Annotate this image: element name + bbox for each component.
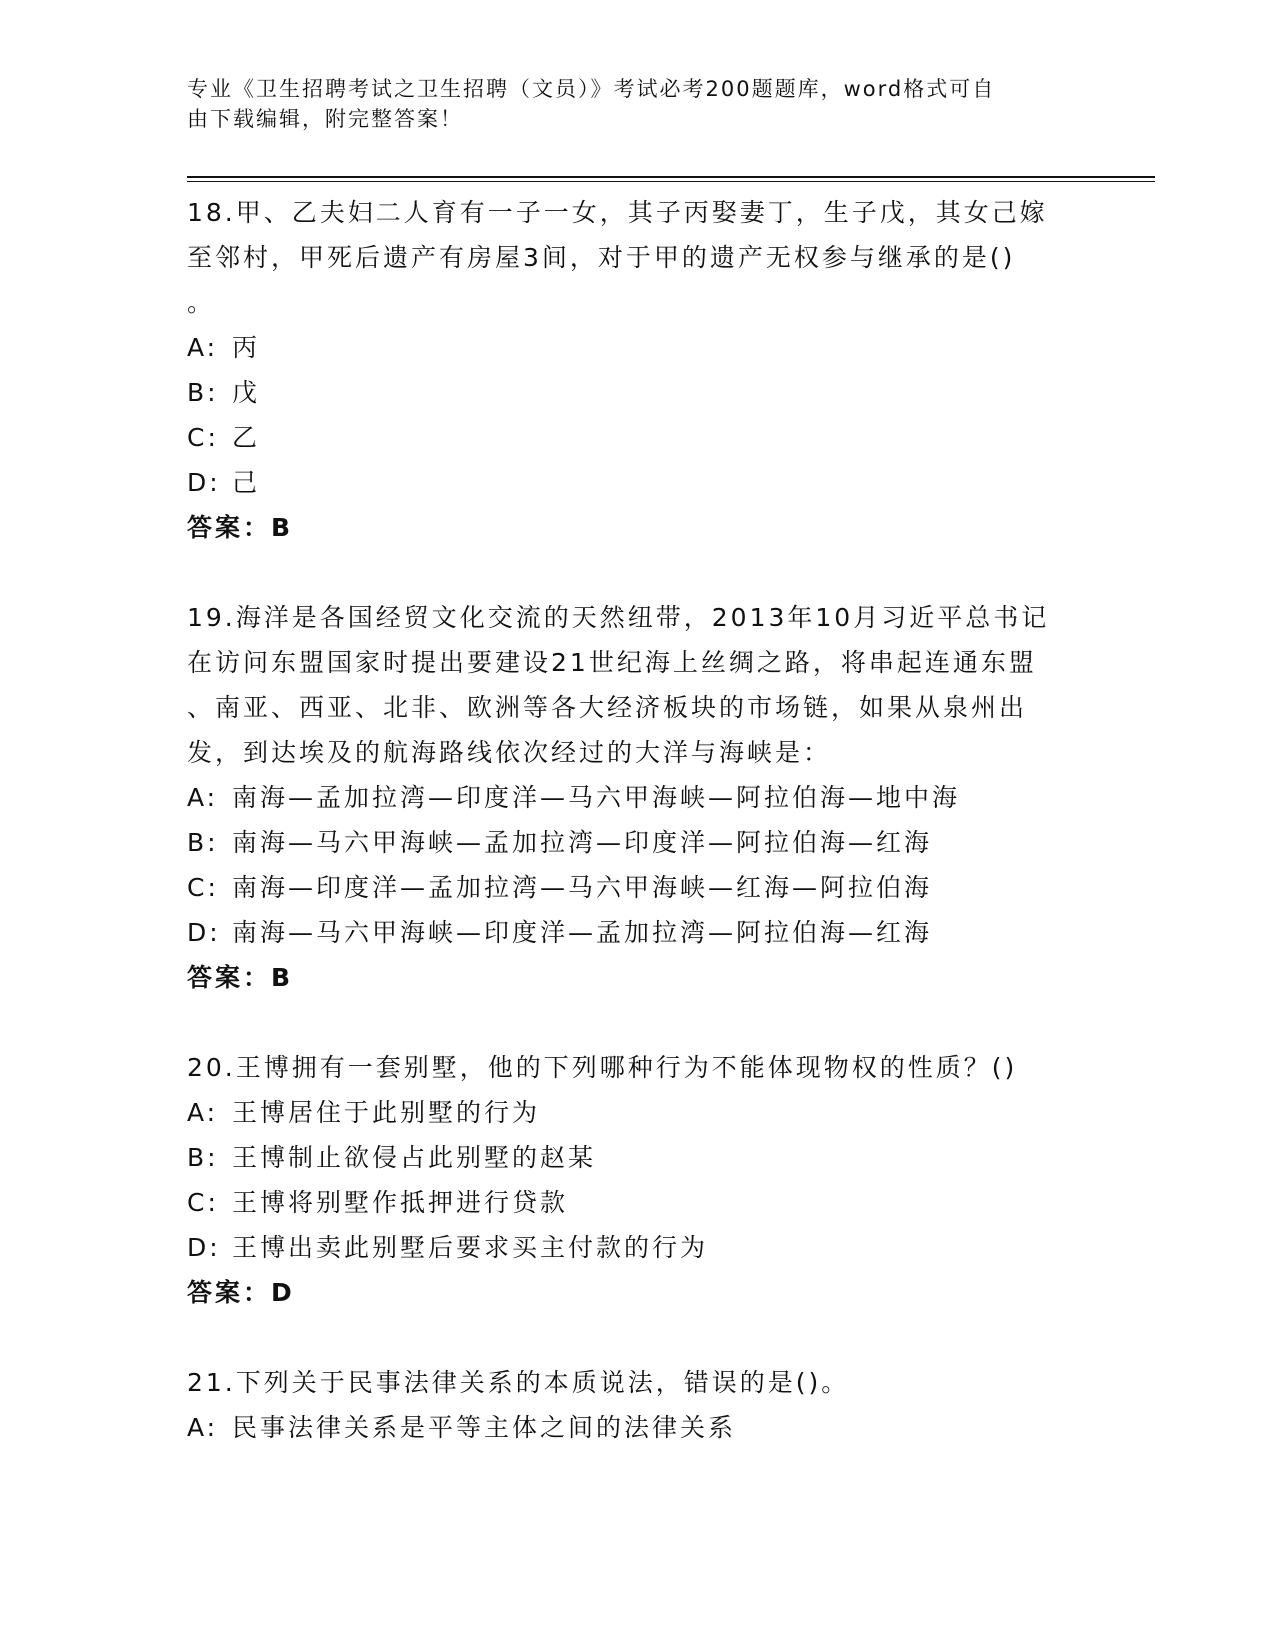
answer-value: B (271, 963, 294, 992)
option-key: A: (187, 333, 219, 362)
answer-value: B (271, 513, 294, 542)
answer-line (187, 955, 1087, 1000)
option-key: B: (187, 828, 219, 857)
question-19 (187, 595, 1087, 1000)
option-key: B: (187, 378, 219, 407)
spacer (187, 1000, 1087, 1045)
option-d (187, 1225, 1087, 1270)
option-key: D: (187, 1233, 221, 1262)
answer-label: 答案： (187, 513, 272, 542)
question-text-line: 19.海洋是各国经贸文化交流的天然纽带，2013年10月习近平总书记 (187, 603, 1050, 632)
spacer (187, 1315, 1087, 1360)
option-b (187, 370, 1087, 415)
option-key: A: (187, 783, 219, 812)
question-text-line: 18.甲、乙夫妇二人育有一子一女，其子丙娶妻丁，生子戊，其女己嫁 (187, 198, 1048, 227)
document-header (187, 74, 1067, 134)
header-divider-thick (187, 176, 1155, 178)
option-text: 戊 (232, 378, 261, 407)
question-20 (187, 1045, 1087, 1315)
option-key: C: (187, 423, 219, 452)
option-text: 王博制止欲侵占此别墅的赵某 (232, 1143, 597, 1172)
option-key: A: (187, 1413, 219, 1442)
option-text: 乙 (232, 423, 261, 452)
option-text: 己 (232, 468, 261, 497)
option-key: D: (187, 468, 221, 497)
question-18 (187, 190, 1087, 550)
header-line-2: 由下载编辑，附完整答案！ (187, 107, 463, 131)
option-text: 王博居住于此别墅的行为 (232, 1098, 541, 1127)
option-key: C: (187, 873, 219, 902)
option-c (187, 865, 1087, 910)
question-text-line: 发，到达埃及的航海路线依次经过的大洋与海峡是： (187, 738, 832, 767)
option-key: C: (187, 1188, 219, 1217)
option-text: 民事法律关系是平等主体之间的法律关系 (232, 1413, 737, 1442)
option-c (187, 415, 1087, 460)
option-text: 南海—印度洋—孟加拉湾—马六甲海峡—红海—阿拉伯海 (232, 873, 933, 902)
answer-label: 答案： (187, 1278, 272, 1307)
question-text-line: 在访问东盟国家时提出要建设21世纪海上丝绸之路，将串起连通东盟 (187, 648, 1037, 677)
option-b (187, 820, 1087, 865)
option-c (187, 1180, 1087, 1225)
option-text: 南海—马六甲海峡—孟加拉湾—印度洋—阿拉伯海—红海 (232, 828, 933, 857)
option-text: 南海—马六甲海峡—印度洋—孟加拉湾—阿拉伯海—红海 (232, 918, 933, 947)
answer-line (187, 505, 1087, 550)
answer-label: 答案： (187, 963, 272, 992)
question-21 (187, 1360, 1087, 1450)
option-a (187, 1090, 1087, 1135)
answer-value: D (271, 1278, 295, 1307)
question-text-line: 21.下列关于民事法律关系的本质说法，错误的是()。 (187, 1368, 850, 1397)
option-d (187, 910, 1087, 955)
header-divider-thin (187, 181, 1155, 182)
question-text-line: 、南亚、西亚、北非、欧洲等各大经济板块的市场链，如果从泉州出 (187, 693, 1028, 722)
option-key: B: (187, 1143, 219, 1172)
question-text-line: 。 (187, 288, 216, 317)
option-a (187, 1405, 1087, 1450)
answer-line (187, 1270, 1087, 1315)
option-a (187, 325, 1087, 370)
option-key: A: (187, 1098, 219, 1127)
question-list (187, 190, 1087, 1450)
question-text-line: 20.王博拥有一套别墅，他的下列哪种行为不能体现物权的性质？() (187, 1053, 1018, 1082)
option-key: D: (187, 918, 221, 947)
option-text: 王博出卖此别墅后要求买主付款的行为 (232, 1233, 709, 1262)
option-text: 南海—孟加拉湾—印度洋—马六甲海峡—阿拉伯海—地中海 (232, 783, 961, 812)
option-b (187, 1135, 1087, 1180)
spacer (187, 550, 1087, 595)
option-text: 丙 (232, 333, 261, 362)
option-d (187, 460, 1087, 505)
question-text-line: 至邻村，甲死后遗产有房屋3间，对于甲的遗产无权参与继承的是() (187, 243, 1016, 272)
header-line-1: 专业《卫生招聘考试之卫生招聘（文员）》考试必考200题题库，word格式可自 (187, 77, 996, 101)
option-a (187, 775, 1087, 820)
option-text: 王博将别墅作抵押进行贷款 (232, 1188, 569, 1217)
